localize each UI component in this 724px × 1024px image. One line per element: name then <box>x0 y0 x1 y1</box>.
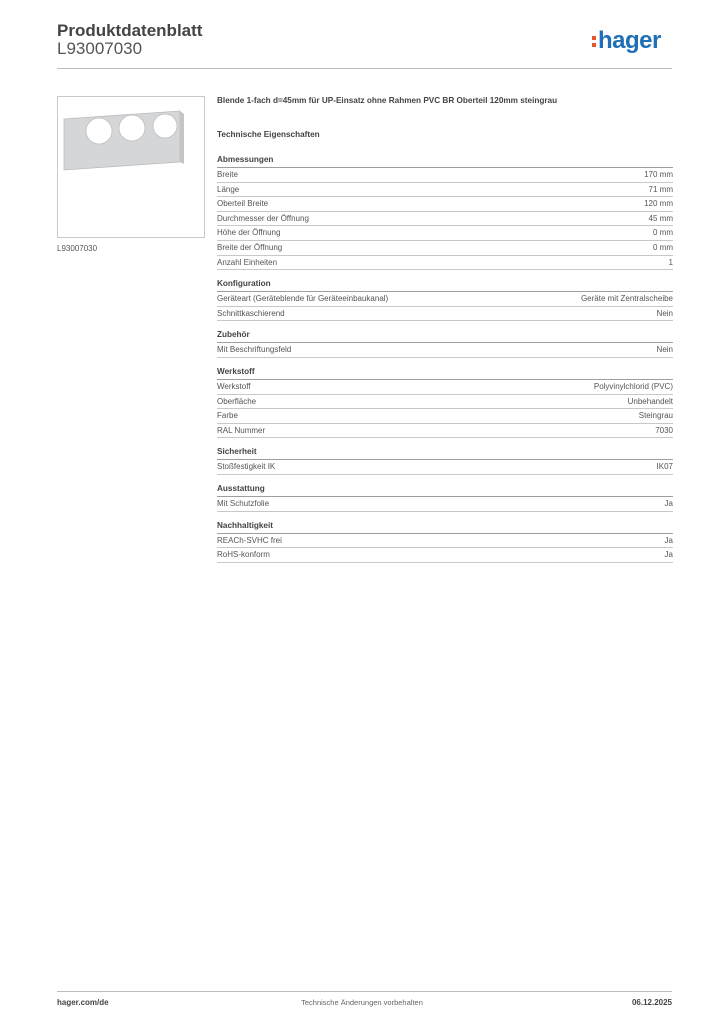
footer-date: 06.12.2025 <box>631 998 672 1007</box>
spec-section <box>217 484 673 512</box>
spec-value: Unbehandelt <box>627 396 673 406</box>
spec-section <box>217 330 673 358</box>
spec-label: Länge <box>217 184 240 194</box>
spec-section <box>217 367 673 438</box>
footer-notice: Technische Änderungen vorbehalten <box>301 998 423 1007</box>
spec-value: Nein <box>656 345 673 355</box>
footer-website: hager.com/de <box>57 998 109 1007</box>
spec-label: Breite <box>217 170 238 179</box>
spec-value: 7030 <box>655 425 673 435</box>
spec-label: Schnittkaschierend <box>217 308 285 318</box>
spec-label: Anzahl Einheiten <box>217 257 278 267</box>
spec-section-title: Konfiguration <box>217 279 673 292</box>
spec-row <box>217 497 673 512</box>
cover-plate-illustration <box>58 97 204 237</box>
spec-value: 1 <box>668 257 673 267</box>
spec-value: Ja <box>664 498 673 508</box>
spec-section-title: Zubehör <box>217 330 673 343</box>
spec-label: Mit Schutzfolie <box>217 498 270 508</box>
spec-row <box>217 307 673 322</box>
spec-row <box>217 292 673 307</box>
spec-value: 45 mm <box>648 213 673 223</box>
spec-row <box>217 395 673 410</box>
spec-label: Stoßfestigkeit IK <box>217 462 276 472</box>
spec-row <box>217 197 673 212</box>
spec-label: Oberfläche <box>217 396 257 406</box>
spec-section <box>217 447 673 475</box>
page-title: Produktdatenblatt <box>57 21 203 40</box>
spec-section-title: Ausstattung <box>217 484 673 497</box>
spec-value: 0 mm <box>653 242 673 252</box>
spec-label: Höhe der Öffnung <box>217 228 281 238</box>
spec-value: 71 mm <box>648 184 673 194</box>
spec-value: 120 mm <box>644 199 673 209</box>
spec-label: Geräteart (Geräteblende für Geräteeinbaukanal) <box>217 294 389 304</box>
spec-label: Breite der Öffnung <box>217 242 283 252</box>
spec-row <box>217 183 673 198</box>
spec-row <box>217 548 673 563</box>
spec-section <box>217 155 673 270</box>
spec-section-title: Nachhaltigkeit <box>217 521 673 534</box>
spec-value: Ja <box>664 550 673 560</box>
spec-value: Polyvinylchlorid (PVC) <box>593 381 673 391</box>
spec-section-title: Werkstoff <box>217 367 673 380</box>
spec-row <box>217 212 673 227</box>
spec-label: Mit Beschriftungsfeld <box>217 345 292 355</box>
spec-label: Werkstoff <box>217 381 251 391</box>
spec-value: Steingrau <box>638 411 673 421</box>
spec-row <box>217 241 673 256</box>
footer-divider <box>57 991 672 992</box>
technical-properties-heading: Technische Eigenschaften <box>217 130 320 139</box>
spec-value: IK07 <box>656 462 673 472</box>
spec-label: Oberteil Breite <box>217 199 269 209</box>
product-image <box>57 96 205 238</box>
logo-text: hager <box>598 27 661 54</box>
spec-label: Durchmesser der Öffnung <box>217 213 309 223</box>
spec-row <box>217 424 673 439</box>
spec-label: Farbe <box>217 411 238 421</box>
spec-label: RAL Nummer <box>217 425 266 435</box>
spec-section-title: Sicherheit <box>217 447 673 460</box>
spec-row <box>217 534 673 549</box>
spec-value: 170 mm <box>644 170 673 179</box>
product-image-caption: L93007030 <box>57 244 98 253</box>
spec-row <box>217 343 673 358</box>
spec-label: RoHS-konform <box>217 550 270 560</box>
spec-value: 0 mm <box>653 228 673 238</box>
product-description: Blende 1-fach d=45mm für UP-Einsatz ohne Rahmen PVC BR Oberteil 120mm steingrau <box>217 96 558 105</box>
spec-section <box>217 521 673 563</box>
spec-section-title: Abmessungen <box>217 155 673 168</box>
logo-dots-icon <box>592 33 596 50</box>
spec-value: Geräte mit Zentralscheibe <box>580 294 673 304</box>
specifications-list <box>217 155 673 572</box>
spec-value: Nein <box>656 308 673 318</box>
spec-label: REACh-SVHC frei <box>217 535 282 545</box>
spec-row <box>217 168 673 183</box>
spec-row <box>217 226 673 241</box>
header-divider <box>57 68 672 69</box>
spec-row <box>217 409 673 424</box>
spec-row <box>217 380 673 395</box>
product-number-heading: L93007030 <box>57 39 143 58</box>
spec-section <box>217 279 673 321</box>
spec-row <box>217 256 673 271</box>
spec-row <box>217 460 673 475</box>
spec-value: Ja <box>664 535 673 545</box>
hager-logo <box>592 27 661 55</box>
